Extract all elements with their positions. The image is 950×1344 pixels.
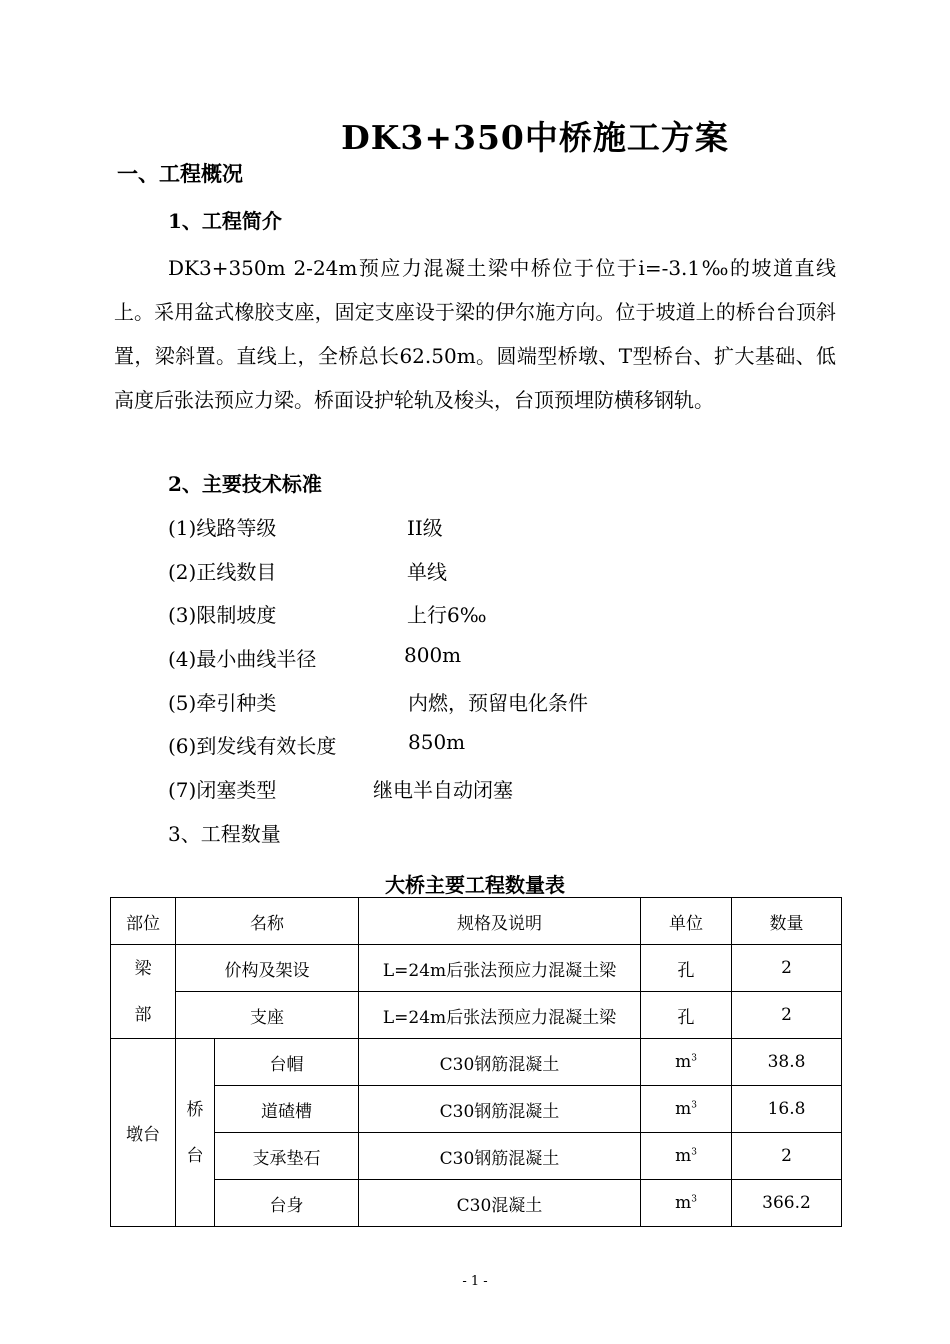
unit-exponent: 3 xyxy=(691,1147,697,1158)
name-cell: 支承垫石 xyxy=(215,1133,359,1180)
page-number: - 1 - xyxy=(462,1274,488,1289)
standard-value: 850m xyxy=(408,730,466,754)
subpart-char: 桥 xyxy=(186,1099,204,1120)
header-cell: 数量 xyxy=(732,898,842,945)
qty-cell: 2 xyxy=(732,945,842,992)
unit-cell xyxy=(641,1133,732,1180)
table-row xyxy=(111,945,842,992)
unit-cell: 孔 xyxy=(641,945,732,992)
standard-label: (5)牵引种类 xyxy=(168,691,277,715)
section-heading-overview: 一、工程概况 xyxy=(117,161,243,186)
part-cell-pier: 墩台 xyxy=(111,1039,176,1227)
subsection-heading-quantities: 3、工程数量 xyxy=(168,822,281,846)
table-row xyxy=(111,1133,842,1180)
qty-cell: 16.8 xyxy=(732,1086,842,1133)
unit-base: m xyxy=(675,1146,692,1166)
subpart-cell-abutment xyxy=(176,1039,215,1227)
standard-label: (6)到发线有效长度 xyxy=(168,734,337,758)
standard-value: 内燃，预留电化条件 xyxy=(408,691,588,715)
unit-cell xyxy=(641,1180,732,1227)
standard-label: (3)限制坡度 xyxy=(168,603,277,627)
unit-exponent: 3 xyxy=(691,1100,697,1111)
spec-cell: C30钢筋混凝土 xyxy=(359,1039,641,1086)
header-cell: 单位 xyxy=(641,898,732,945)
subpart-char: 台 xyxy=(186,1145,204,1166)
unit-cell: 孔 xyxy=(641,992,732,1039)
part-char: 梁 xyxy=(134,958,152,979)
quantity-table xyxy=(110,897,842,1227)
part-cell-beam xyxy=(111,945,176,1039)
name-cell: 价构及架设 xyxy=(176,945,359,992)
standard-label: (1)线路等级 xyxy=(168,516,277,540)
standard-value: 继电半自动闭塞 xyxy=(373,778,513,802)
name-cell: 支座 xyxy=(176,992,359,1039)
table-row xyxy=(111,1086,842,1133)
standard-value: II级 xyxy=(407,516,443,540)
subsection-heading-standards: 2、主要技术标准 xyxy=(168,472,322,496)
spec-cell: L=24m后张法预应力混凝土梁 xyxy=(359,992,641,1039)
unit-cell xyxy=(641,1039,732,1086)
standard-label: (7)闭塞类型 xyxy=(168,778,277,802)
spec-cell: C30钢筋混凝土 xyxy=(359,1086,641,1133)
table-row xyxy=(111,992,842,1039)
qty-cell: 366.2 xyxy=(732,1180,842,1227)
part-char: 部 xyxy=(134,1004,152,1025)
header-cell: 规格及说明 xyxy=(359,898,641,945)
header-cell: 名称 xyxy=(176,898,359,945)
standard-label: (4)最小曲线半径 xyxy=(168,647,317,671)
table-row xyxy=(111,1180,842,1227)
standard-value: 单线 xyxy=(407,560,447,584)
name-cell: 台身 xyxy=(215,1180,359,1227)
qty-cell: 38.8 xyxy=(732,1039,842,1086)
unit-base: m xyxy=(675,1099,692,1119)
spec-cell: L=24m后张法预应力混凝土梁 xyxy=(359,945,641,992)
subsection-heading-intro: 1、工程简介 xyxy=(168,209,282,233)
standard-value: 上行6‰ xyxy=(407,603,487,627)
standard-value: 800m xyxy=(404,643,462,667)
table-caption: 大桥主要工程数量表 xyxy=(385,873,565,897)
standard-label: (2)正线数目 xyxy=(168,560,277,584)
document-title: DK3+350中桥施工方案 xyxy=(341,118,729,157)
unit-exponent: 3 xyxy=(691,1053,697,1064)
unit-base: m xyxy=(675,1193,692,1213)
unit-exponent: 3 xyxy=(691,1194,697,1205)
spec-cell: C30钢筋混凝土 xyxy=(359,1133,641,1180)
spec-cell: C30混凝土 xyxy=(359,1180,641,1227)
qty-cell: 2 xyxy=(732,992,842,1039)
qty-cell: 2 xyxy=(732,1133,842,1180)
header-cell: 部位 xyxy=(111,898,176,945)
name-cell: 台帽 xyxy=(215,1039,359,1086)
table-header-row xyxy=(111,898,842,945)
intro-paragraph: DK3+350m 2-24m预应力混凝土梁中桥位于位于i=-3.1‰的坡道直线上。采用盆式橡胶支座，固定支座设于梁的伊尔施方向。位于坡道上的桥台台顶斜置，梁斜置。直线上，全桥总长62.50m。圆端型桥墩、T型桥台、扩大基础、低高度后张法预应力梁。桥面设护轮轨及梭头，台顶预埋防横移钢轨。 xyxy=(114,256,836,412)
table-row xyxy=(111,1039,842,1086)
name-cell: 道碴槽 xyxy=(215,1086,359,1133)
unit-base: m xyxy=(675,1052,692,1072)
unit-cell xyxy=(641,1086,732,1133)
